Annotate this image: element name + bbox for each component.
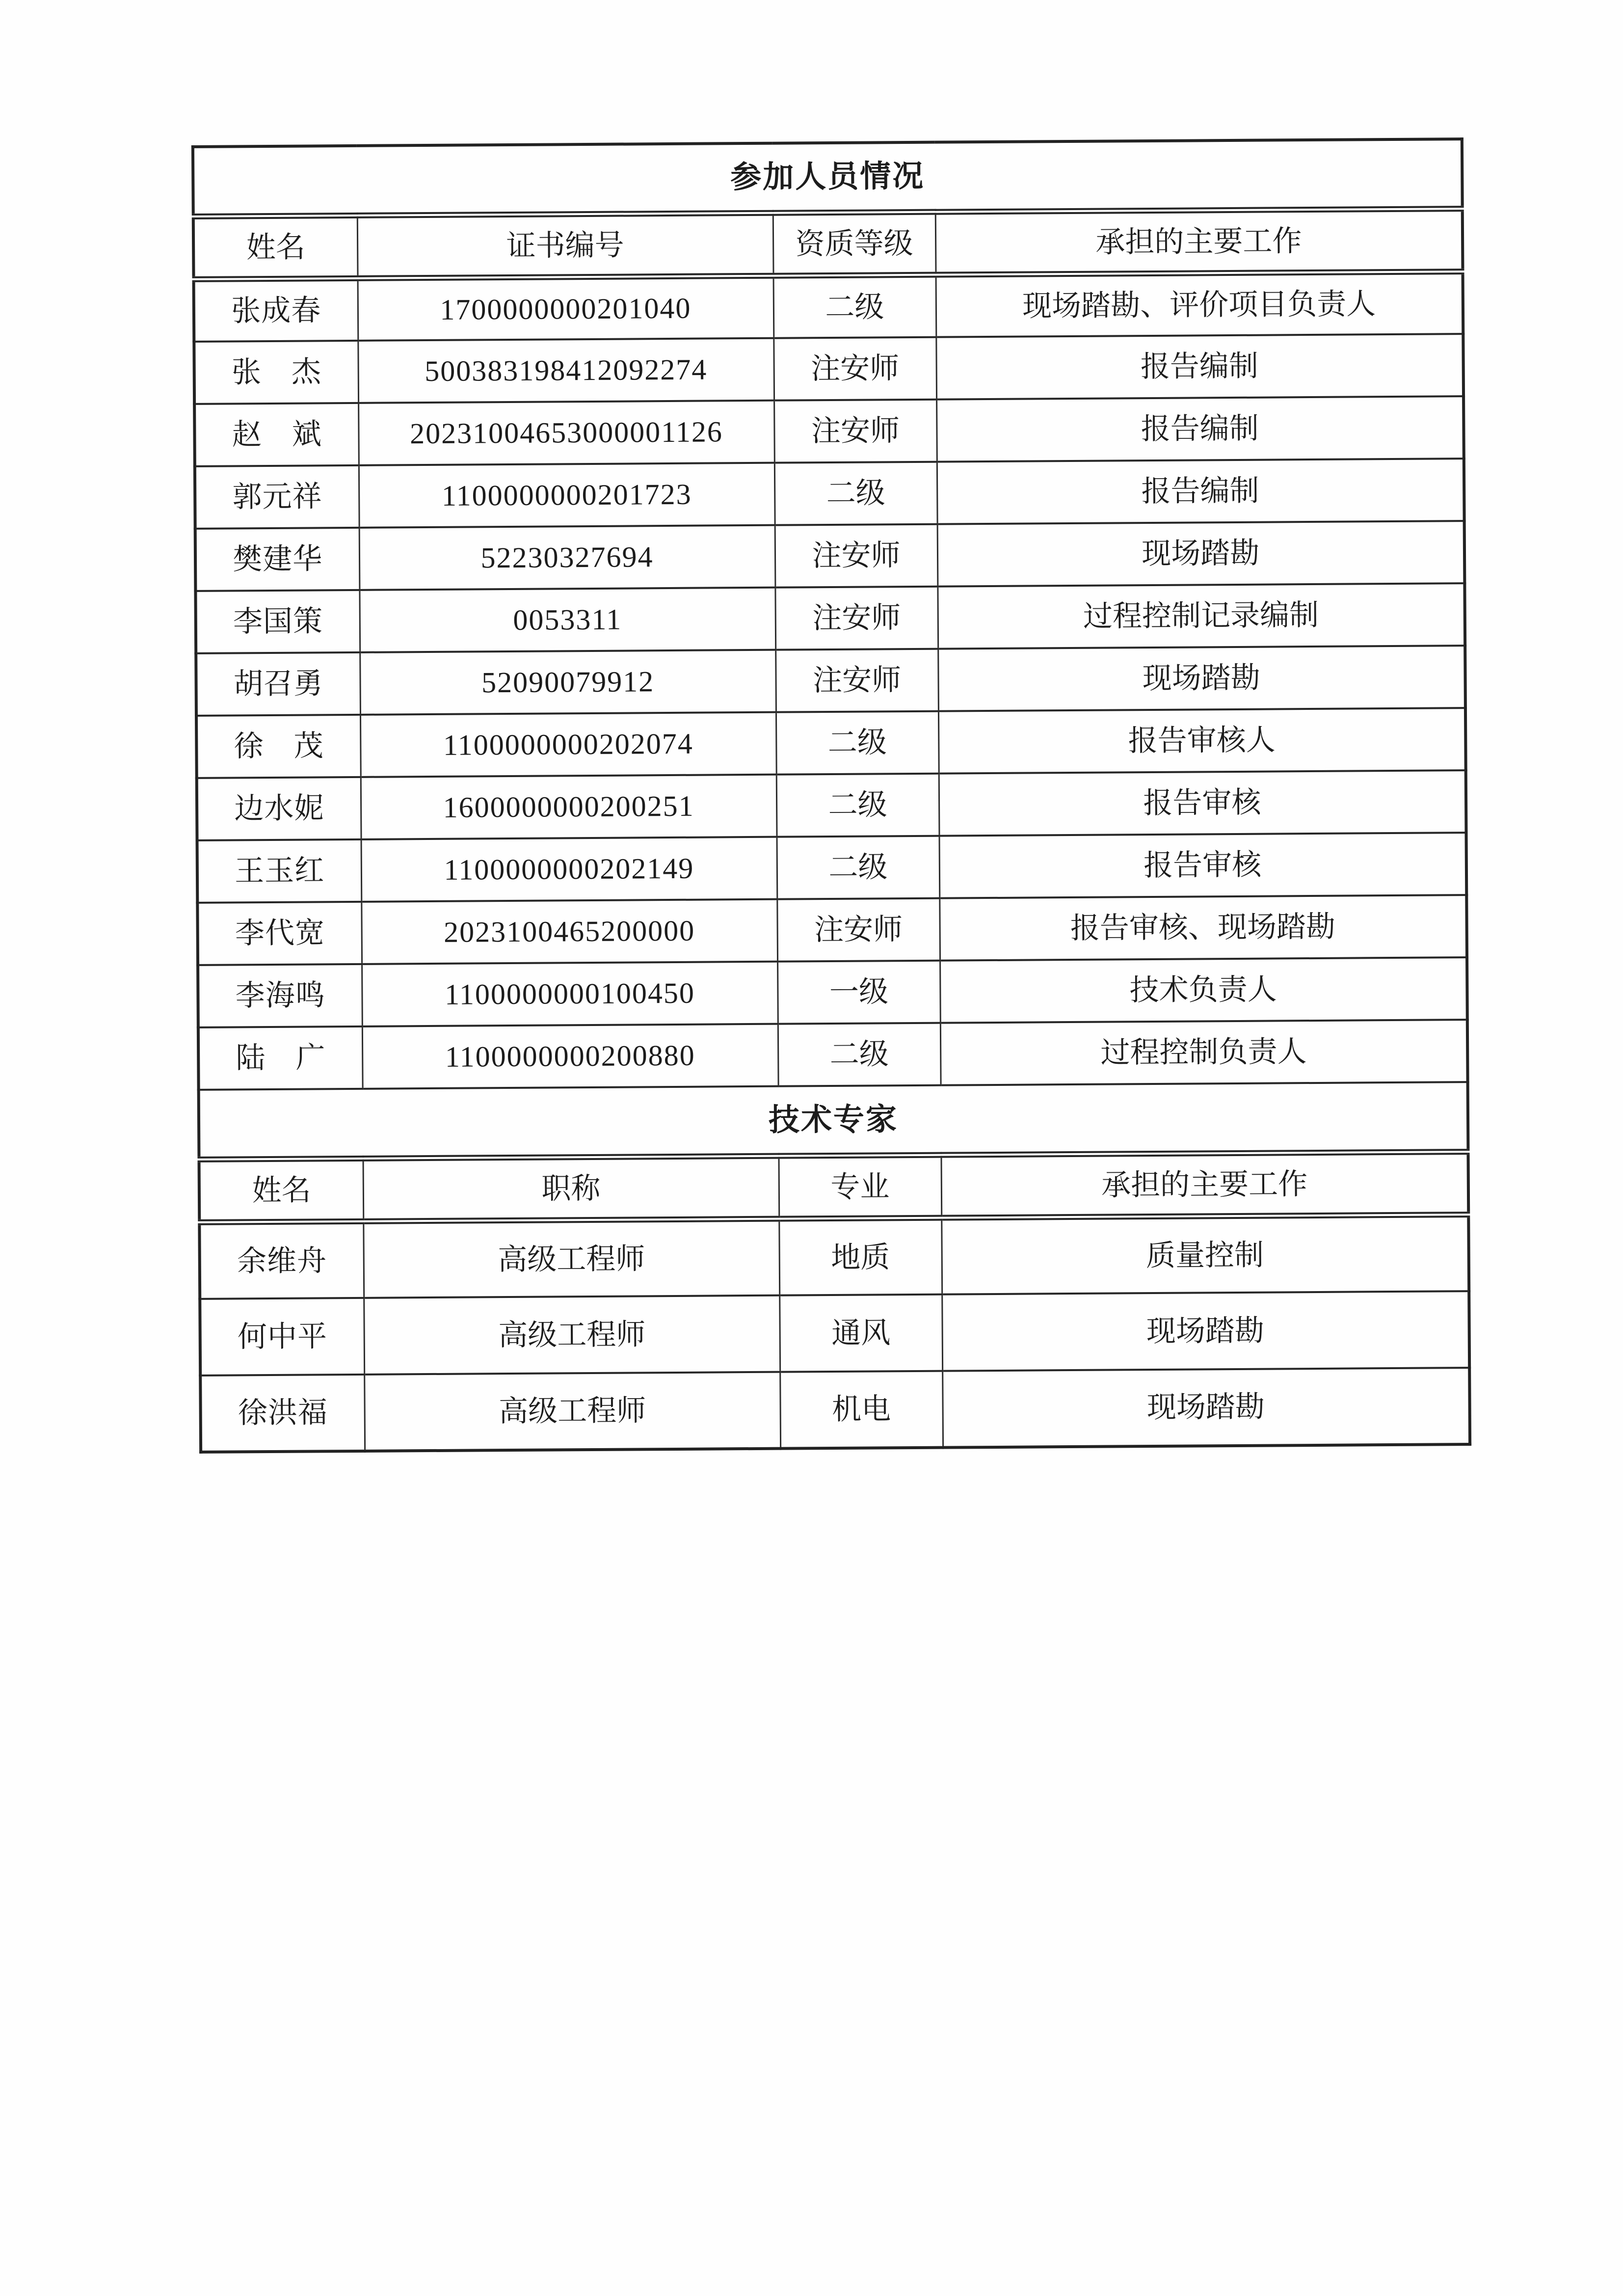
work-cell: 过程控制记录编制 xyxy=(937,583,1465,649)
expert-col-header-work: 承担的主要工作 xyxy=(941,1152,1468,1218)
cert-cell: 500383198412092274 xyxy=(358,338,774,403)
cert-cell: 52090079912 xyxy=(360,650,776,715)
personnel-row xyxy=(196,708,1466,778)
name-cell: 樊建华 xyxy=(195,528,360,591)
personnel-row xyxy=(194,271,1463,342)
name-cell: 李代宽 xyxy=(197,902,362,965)
personnel-row xyxy=(194,396,1464,466)
expert-col-header-name: 姓名 xyxy=(199,1159,364,1222)
level-cell: 注安师 xyxy=(775,587,938,650)
level-cell: 二级 xyxy=(777,836,940,899)
work-cell: 报告审核 xyxy=(939,833,1467,898)
personnel-row xyxy=(198,1020,1468,1090)
name-cell: 张 杰 xyxy=(194,341,358,404)
cert-cell: 0053311 xyxy=(359,588,775,652)
expert-work-cell: 现场踏勘 xyxy=(942,1291,1469,1371)
cert-cell: 1100000000201723 xyxy=(359,463,775,528)
cert-cell: 1600000000200251 xyxy=(361,775,777,839)
level-cell: 注安师 xyxy=(774,400,937,463)
name-cell: 李国策 xyxy=(195,590,360,653)
name-cell: 李海鸣 xyxy=(198,964,362,1027)
section-title-row xyxy=(193,139,1463,216)
expert-major-cell: 机电 xyxy=(780,1371,943,1449)
expert-title-cell: 高级工程师 xyxy=(364,1296,780,1375)
personnel-row xyxy=(195,583,1465,653)
work-cell: 报告编制 xyxy=(936,396,1464,462)
level-cell: 注安师 xyxy=(775,649,938,712)
level-cell: 二级 xyxy=(776,774,939,837)
cert-cell: 1700000000201040 xyxy=(358,276,774,341)
cert-cell: 20231004653000001126 xyxy=(358,401,774,465)
expert-name-cell: 何中平 xyxy=(200,1298,364,1376)
level-cell: 二级 xyxy=(778,1023,941,1086)
personnel-section-title: 参加人员情况 xyxy=(193,139,1463,216)
work-cell: 报告审核人 xyxy=(938,708,1466,774)
cert-cell: 1100000000202074 xyxy=(360,712,776,777)
experts-section-title: 技术专家 xyxy=(199,1082,1468,1160)
name-cell: 张成春 xyxy=(194,278,358,342)
level-cell: 一级 xyxy=(777,961,940,1024)
work-cell: 现场踏勘 xyxy=(938,646,1465,711)
expert-col-header-major: 专业 xyxy=(778,1155,941,1219)
experts-title-row xyxy=(199,1082,1468,1160)
personnel-row xyxy=(197,833,1467,903)
expert-work-cell: 现场踏勘 xyxy=(942,1368,1470,1448)
col-header-name: 姓名 xyxy=(193,216,358,279)
col-header-cert: 证书编号 xyxy=(357,213,773,278)
expert-title-cell: 高级工程师 xyxy=(364,1372,780,1451)
work-cell: 报告编制 xyxy=(936,334,1463,400)
name-cell: 赵 斌 xyxy=(194,403,359,466)
expert-major-cell: 地质 xyxy=(779,1218,942,1296)
level-cell: 二级 xyxy=(773,275,936,338)
experts-header-row xyxy=(199,1152,1469,1222)
work-cell: 报告审核、现场踏勘 xyxy=(939,895,1467,961)
expert-title-cell: 高级工程师 xyxy=(363,1219,779,1298)
personnel-row xyxy=(198,957,1467,1027)
name-cell: 陆 广 xyxy=(198,1026,363,1090)
personnel-row xyxy=(197,895,1467,965)
col-header-work: 承担的主要工作 xyxy=(935,209,1463,275)
personnel-row xyxy=(195,521,1465,591)
personnel-row xyxy=(195,459,1464,529)
expert-row xyxy=(200,1368,1470,1452)
cert-cell: 2023100465200000 xyxy=(361,899,777,964)
cert-cell: 1100000000200880 xyxy=(362,1024,778,1089)
expert-name-cell: 徐洪福 xyxy=(200,1375,365,1452)
level-cell: 注安师 xyxy=(775,524,938,588)
work-cell: 过程控制负责人 xyxy=(940,1020,1468,1085)
personnel-row xyxy=(196,646,1465,716)
name-cell: 徐 茂 xyxy=(196,715,361,778)
personnel-row xyxy=(194,334,1463,404)
work-cell: 报告编制 xyxy=(937,459,1464,524)
level-cell: 注安师 xyxy=(777,898,940,962)
name-cell: 郭元祥 xyxy=(195,465,359,529)
name-cell: 王玉红 xyxy=(197,839,362,903)
scan-tilt-wrapper xyxy=(191,137,1471,1454)
name-cell: 边水妮 xyxy=(197,777,361,840)
cert-cell: 52230327694 xyxy=(359,525,775,590)
expert-major-cell: 通风 xyxy=(779,1295,942,1372)
expert-row xyxy=(200,1291,1469,1376)
level-cell: 注安师 xyxy=(773,337,936,401)
name-cell: 胡召勇 xyxy=(196,652,360,716)
work-cell: 技术负责人 xyxy=(940,957,1467,1023)
expert-col-header-title: 职称 xyxy=(363,1156,779,1221)
expert-work-cell: 质量控制 xyxy=(941,1215,1469,1295)
expert-row xyxy=(199,1215,1469,1299)
work-cell: 现场踏勘 xyxy=(937,521,1465,587)
cert-cell: 1100000000100450 xyxy=(362,962,778,1026)
level-cell: 二级 xyxy=(774,462,937,525)
personnel-row xyxy=(197,770,1466,840)
personnel-table xyxy=(191,137,1471,1454)
col-header-level: 资质等级 xyxy=(773,212,936,276)
work-cell: 报告审核 xyxy=(939,770,1466,836)
cert-cell: 1100000000202149 xyxy=(361,837,777,902)
level-cell: 二级 xyxy=(776,711,939,775)
expert-name-cell: 余维舟 xyxy=(199,1221,364,1299)
work-cell: 现场踏勘、评价项目负责人 xyxy=(936,271,1463,337)
personnel-header-row xyxy=(193,209,1463,279)
